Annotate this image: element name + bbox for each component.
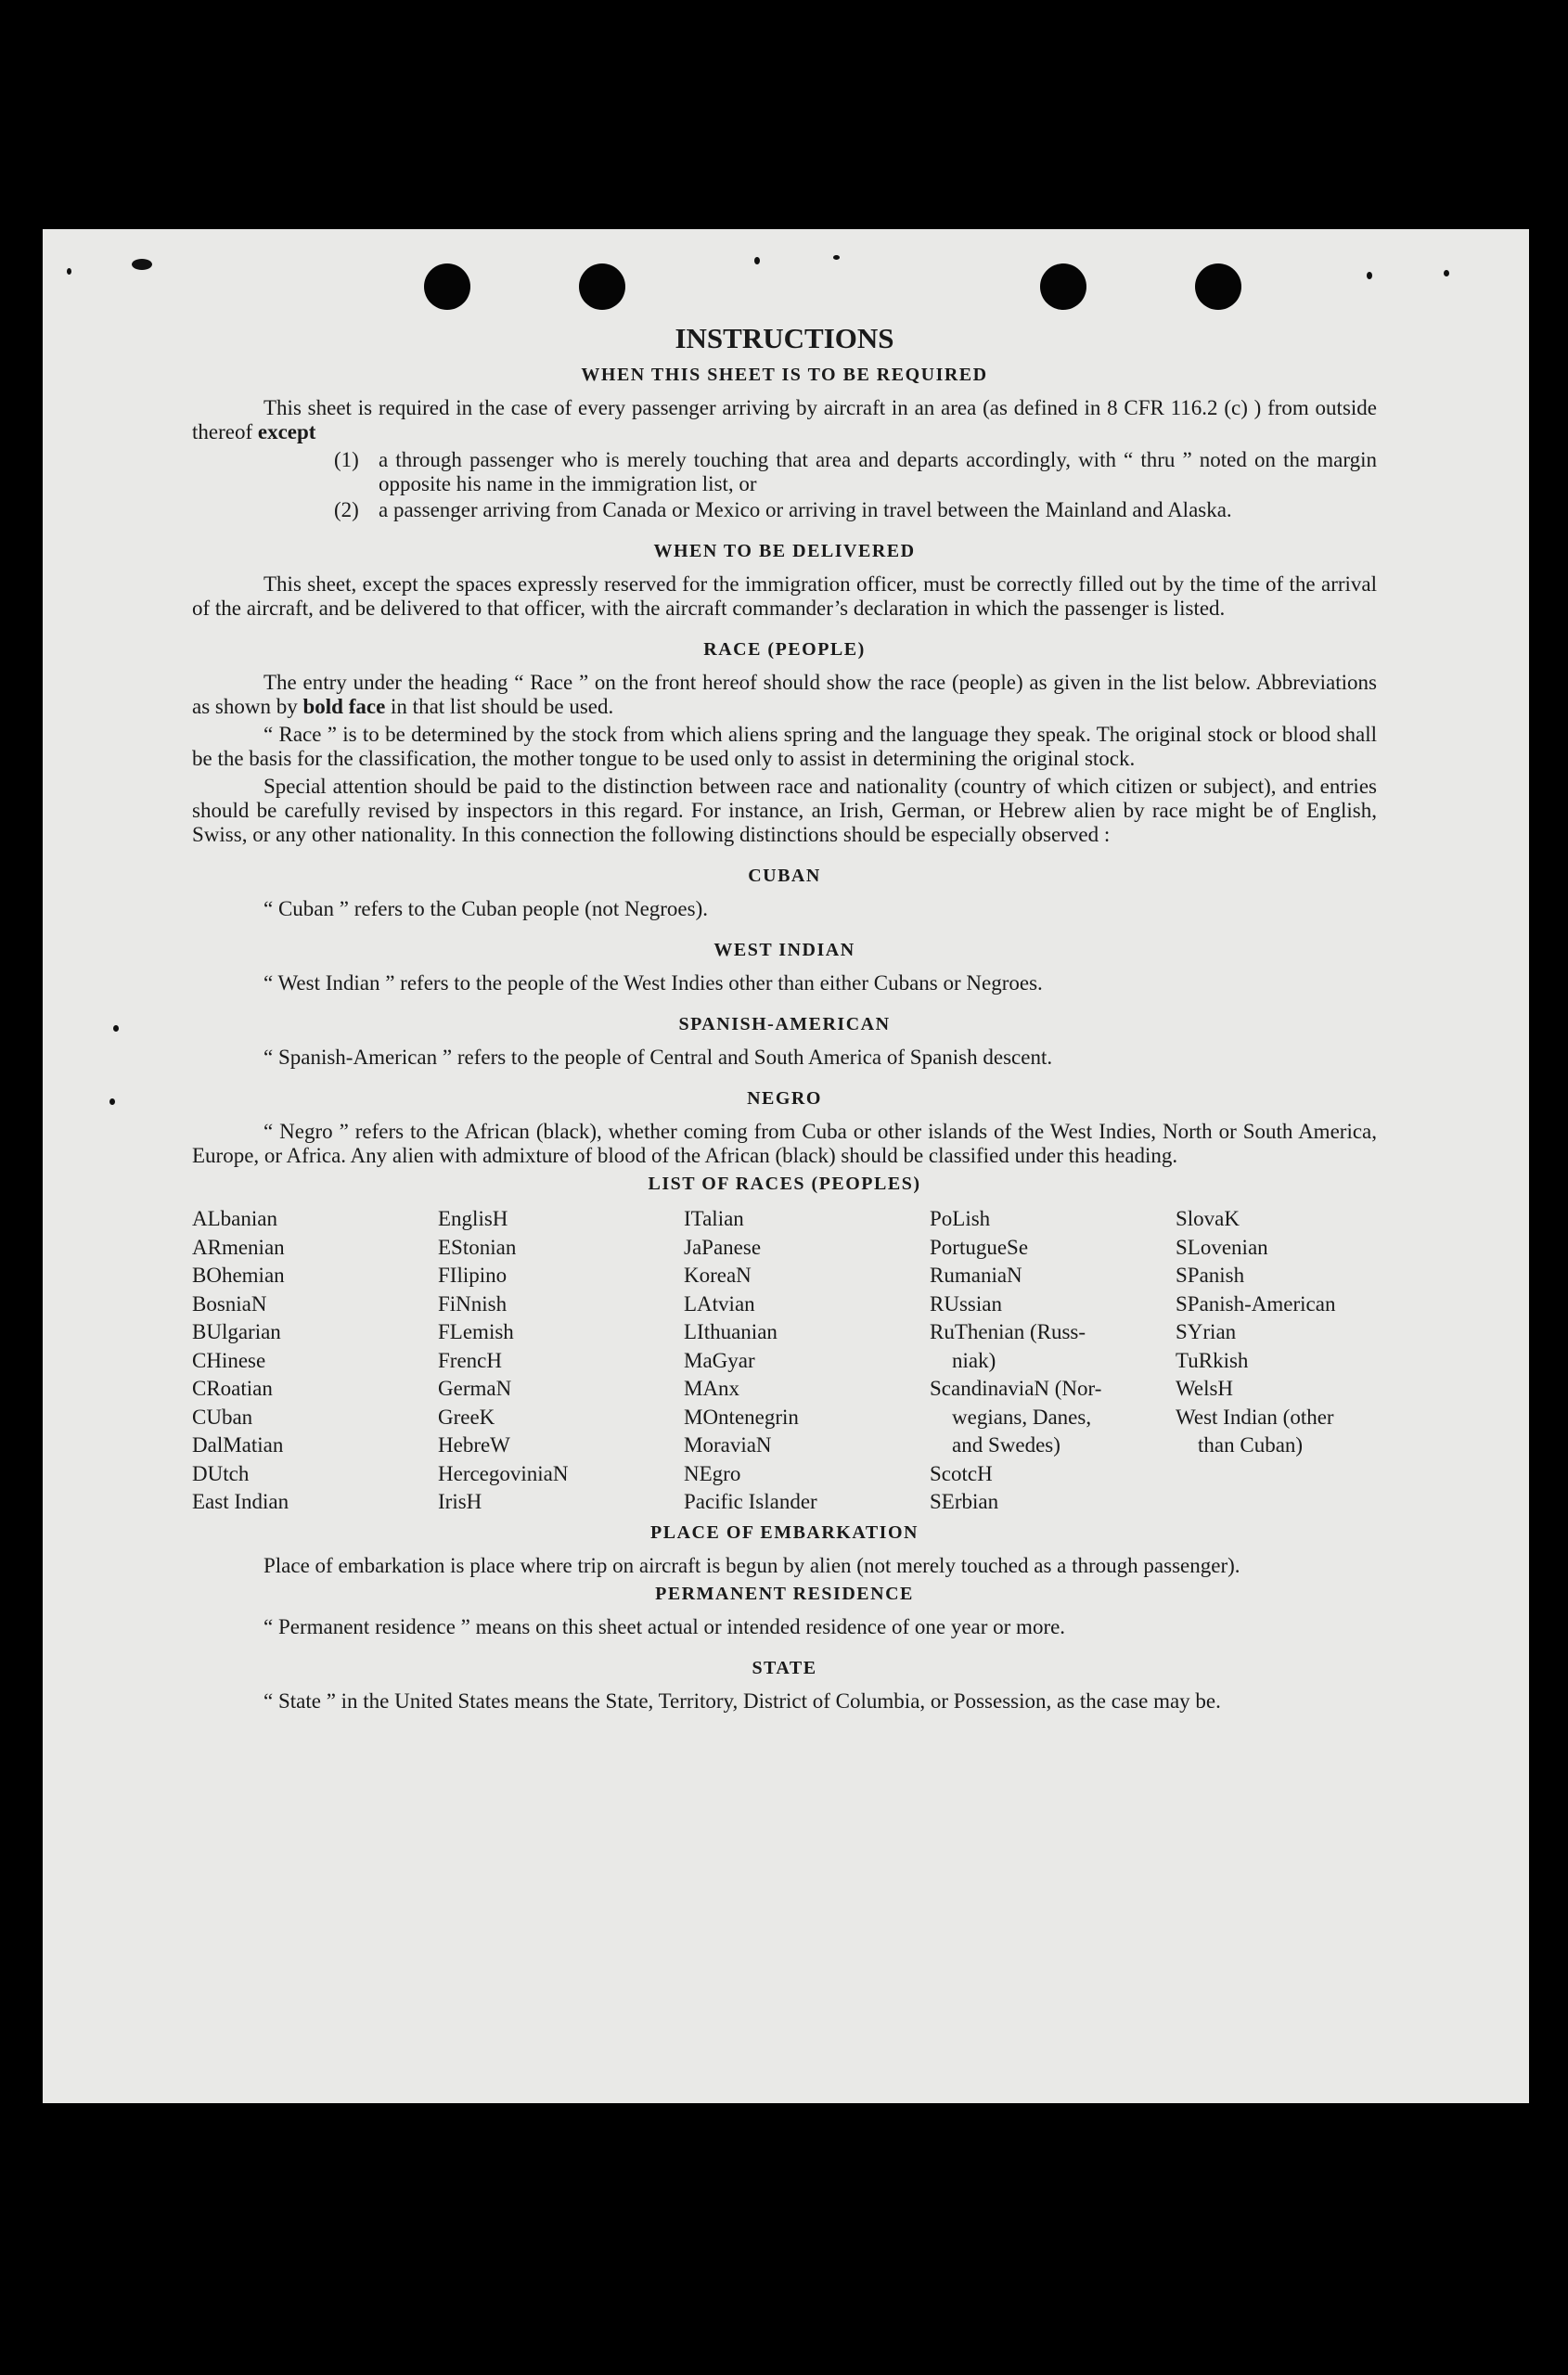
document-page bbox=[43, 229, 1529, 2103]
heading-west-indian: WEST INDIAN bbox=[713, 940, 855, 960]
race-entry: RumaniaN bbox=[930, 1264, 1022, 1287]
punch-hole bbox=[1195, 263, 1241, 310]
race-entry: RUssian bbox=[930, 1291, 1002, 1316]
spanish-american-text: “ Spanish-American ” refers to the people of Central and South America of Spanish descent. bbox=[263, 1046, 1053, 1069]
race-entry: FLemish bbox=[438, 1320, 514, 1343]
punch-hole bbox=[1040, 263, 1086, 310]
heading-negro: NEGRO bbox=[747, 1088, 822, 1109]
race-entry: CHinese bbox=[192, 1348, 266, 1372]
race-entry: SErbian bbox=[930, 1490, 999, 1513]
race-entry: MOntenegrin bbox=[684, 1405, 799, 1429]
race-entry: SPanish bbox=[1176, 1264, 1245, 1287]
heading-when-delivered: WHEN TO BE DELIVERED bbox=[653, 541, 916, 561]
race-entry: DUtch bbox=[192, 1461, 250, 1485]
race-entry: BosniaN bbox=[192, 1291, 267, 1316]
instructions-content bbox=[192, 322, 1377, 1717]
race-entry: DalMatian bbox=[192, 1433, 284, 1457]
heading-spanish-american: SPANISH-AMERICAN bbox=[678, 1014, 891, 1034]
punch-hole bbox=[424, 263, 470, 310]
race-entry: Pacific Islander bbox=[684, 1490, 817, 1513]
race-entry: niak) bbox=[952, 1348, 996, 1372]
heading-state: STATE bbox=[752, 1657, 817, 1678]
race-column bbox=[684, 1205, 930, 1517]
race-entry: EStonian bbox=[438, 1235, 517, 1259]
race-entry: SlovaK bbox=[1176, 1207, 1240, 1230]
race-entry: ITalian bbox=[684, 1207, 744, 1230]
race-entry: WelsH bbox=[1176, 1377, 1234, 1400]
race-entry: FiNnish bbox=[438, 1291, 508, 1316]
speck-mark bbox=[132, 259, 152, 270]
race-entry: SLovenian bbox=[1176, 1235, 1268, 1259]
race-entry: FIlipino bbox=[438, 1264, 508, 1287]
race-entry: and Swedes) bbox=[952, 1433, 1060, 1457]
race-entry: LAtvian bbox=[684, 1291, 755, 1316]
speck-mark bbox=[754, 257, 760, 264]
race-entry: than Cuban) bbox=[1198, 1433, 1304, 1457]
page-title: INSTRUCTIONS bbox=[675, 322, 894, 354]
race-entry: HercegoviniaN bbox=[438, 1461, 569, 1485]
race-entry: PortugueSe bbox=[930, 1235, 1029, 1259]
speck-mark bbox=[833, 255, 840, 260]
punch-hole bbox=[579, 263, 625, 310]
race-entry: GermaN bbox=[438, 1377, 512, 1400]
negro-text: “ Negro ” refers to the African (black), whether coming from Cuba or other islands of the West Indies, North or South America, Europe, or Africa. Any alien with admixture of blood of the African (black) should be classified under this heading. bbox=[192, 1120, 1377, 1167]
race-entry: MAnx bbox=[684, 1377, 740, 1400]
race-entry: MoraviaN bbox=[684, 1433, 772, 1457]
race-entry: NEgro bbox=[684, 1461, 741, 1485]
race-entry: RuThenian (Russ- bbox=[930, 1320, 1086, 1343]
race-entry: GreeK bbox=[438, 1405, 495, 1429]
speck-mark bbox=[1444, 270, 1449, 276]
speck-mark bbox=[67, 268, 71, 275]
race-entry: EnglisH bbox=[438, 1207, 508, 1230]
race-column bbox=[192, 1205, 438, 1517]
heading-list-of-races: LIST OF RACES (PEOPLES) bbox=[648, 1174, 921, 1194]
race-paragraph: “ Race ” is to be determined by the stock from which aliens spring and the language they speak. The original stock or blood shall be the basis for the classification, the mother tongue to be used only to assist in determining the original stock. bbox=[192, 723, 1377, 770]
race-column bbox=[930, 1205, 1176, 1517]
exception-item: (2) a passenger arriving from Canada or Mexico or arriving in travel between the Mainland and Alaska. bbox=[334, 498, 1232, 521]
race-entry: HebreW bbox=[438, 1433, 510, 1457]
race-entry: FrencH bbox=[438, 1348, 502, 1372]
race-entry: SYrian bbox=[1176, 1320, 1237, 1343]
heading-embarkation: PLACE OF EMBARKATION bbox=[650, 1521, 919, 1543]
state-text: “ State ” in the United States means the State, Territory, District of Columbia, or Possession, as the case may be. bbox=[263, 1688, 1221, 1713]
race-entry: BUlgarian bbox=[192, 1320, 281, 1343]
race-entry: CUban bbox=[192, 1405, 253, 1429]
race-entry: JaPanese bbox=[684, 1235, 762, 1259]
race-list bbox=[192, 1205, 1377, 1517]
race-entry: ARmenian bbox=[192, 1235, 285, 1259]
race-entry: ScandinaviaN (Nor- bbox=[930, 1377, 1102, 1400]
speck-mark bbox=[109, 1098, 115, 1105]
speck-mark bbox=[113, 1025, 119, 1032]
race-column bbox=[1176, 1205, 1375, 1517]
heading-when-required: WHEN THIS SHEET IS TO BE REQUIRED bbox=[581, 365, 988, 385]
race-entry: ALbanian bbox=[192, 1207, 277, 1230]
race-entry: CRoatian bbox=[192, 1377, 273, 1400]
race-entry: SPanish-American bbox=[1176, 1291, 1336, 1316]
race-column bbox=[438, 1205, 684, 1517]
required-intro: This sheet is required in the case of every passenger arriving by aircraft in an area (as defined in 8 CFR 116.2 (c) ) from outside thereof except bbox=[192, 396, 1377, 443]
heading-cuban: CUBAN bbox=[748, 866, 821, 886]
exception-item: (1) a through passenger who is merely touching that area and departs accordingly, with “ thru ” noted on the margin opposite his name in the immigration list, or bbox=[334, 448, 1377, 495]
race-paragraph: Special attention should be paid to the distinction between race and nationality (country of which citizen or subject), and entries should be carefully revised by inspectors in this regard. For instance, an Irish, German, or Hebrew alien by race might be of English, Swiss, or any other nationality. In this connection the following distinctions should be especially observed : bbox=[192, 775, 1377, 846]
race-entry: LIthuanian bbox=[684, 1320, 778, 1343]
embarkation-text: Place of embarkation is place where trip on aircraft is begun by alien (not merely touched as a through passenger). bbox=[263, 1553, 1240, 1577]
race-entry: East Indian bbox=[192, 1490, 289, 1513]
race-entry: TuRkish bbox=[1176, 1348, 1249, 1372]
residence-text: “ Permanent residence ” means on this sheet actual or intended residence of one year or more. bbox=[263, 1614, 1066, 1638]
race-paragraph: The entry under the heading “ Race ” on the front hereof should show the race (people) as given in the list below. Abbreviations as shown by bold face in that list should be used. bbox=[192, 671, 1377, 718]
race-entry: wegians, Danes, bbox=[952, 1405, 1092, 1429]
race-entry: KoreaN bbox=[684, 1264, 752, 1287]
delivered-text: This sheet, except the spaces expressly reserved for the immigration officer, must be correctly filled out by the time of the arrival of the aircraft, and be delivered to that officer, with the aircraft commander’s declaration in which the passenger is listed. bbox=[192, 572, 1377, 620]
race-entry: MaGyar bbox=[684, 1348, 755, 1372]
race-entry: IrisH bbox=[438, 1490, 482, 1513]
race-entry: BOhemian bbox=[192, 1264, 285, 1287]
race-entry: ScotcH bbox=[930, 1461, 993, 1485]
heading-race: RACE (PEOPLE) bbox=[703, 639, 866, 660]
heading-permanent-residence: PERMANENT RESIDENCE bbox=[655, 1583, 914, 1604]
race-entry: West Indian (other bbox=[1176, 1405, 1334, 1429]
cuban-text: “ Cuban ” refers to the Cuban people (not Negroes). bbox=[263, 897, 709, 920]
west-indian-text: “ West Indian ” refers to the people of the West Indies other than either Cubans or Negroes. bbox=[263, 971, 1043, 995]
speck-mark bbox=[1367, 272, 1372, 279]
race-entry: PoLish bbox=[930, 1207, 991, 1230]
